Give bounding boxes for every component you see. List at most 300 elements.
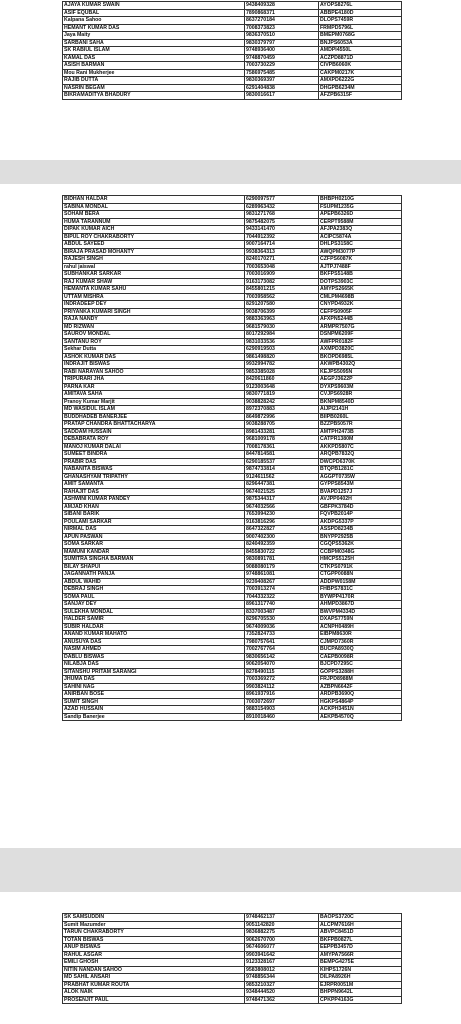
phone-cell: 8291207580 xyxy=(245,301,319,309)
phone-cell: 7003369272 xyxy=(245,676,319,684)
id-number-cell: BHPPN9642L xyxy=(319,989,402,997)
name-cell: ASHOK KUMAR DAS xyxy=(63,353,245,361)
id-number-cell: ACKPH3451N xyxy=(319,706,402,714)
table-row xyxy=(63,608,402,616)
id-number-cell: APEPB6326D xyxy=(319,211,402,219)
phone-cell: 9748856344 xyxy=(245,974,319,982)
phone-cell: 9348444520 xyxy=(245,989,319,997)
table-row xyxy=(63,256,402,264)
id-number-cell: ARQPB7832Q xyxy=(319,451,402,459)
id-number-cell: CZFPS6087K xyxy=(319,256,402,264)
table-row xyxy=(63,248,402,256)
id-number-cell: AMXPD6222G xyxy=(319,77,402,85)
name-cell: AMITAVA SAHA xyxy=(63,391,245,399)
phone-cell: 8296705530 xyxy=(245,616,319,624)
table-row xyxy=(63,676,402,684)
table-row xyxy=(63,646,402,654)
name-cell: MAMUNI KANDAR xyxy=(63,548,245,556)
name-cell: INDRADEEP DEY xyxy=(63,301,245,309)
id-number-cell: GOPPS3288H xyxy=(319,668,402,676)
id-number-cell: BVAPD1257J xyxy=(319,488,402,496)
table-row xyxy=(63,541,402,549)
id-number-cell: CIVPB6060K xyxy=(319,62,402,70)
name-cell: SIBANI BARIK xyxy=(63,511,245,519)
name-cell: PRATAP CHANDRA BHATTACHARYA xyxy=(63,421,245,429)
phone-cell: 9681009178 xyxy=(245,436,319,444)
id-number-cell: CMLPM4698B xyxy=(319,293,402,301)
phone-cell: 8447814581 xyxy=(245,451,319,459)
table-row xyxy=(63,638,402,646)
name-cell: ASIF EQUBAL xyxy=(63,9,245,17)
phone-cell: 8296447381 xyxy=(245,481,319,489)
phone-cell: 9674009036 xyxy=(245,623,319,631)
table-row xyxy=(63,981,402,989)
name-cell: NITIN NANDAN SAHOO xyxy=(63,966,245,974)
name-cell: Sandip Banerjee xyxy=(63,713,245,721)
id-number-cell: DOTPS3903C xyxy=(319,278,402,286)
phone-cell: 9038828242 xyxy=(245,398,319,406)
id-number-cell: FRJPD8988M xyxy=(319,676,402,684)
id-number-cell: AZBPN6642F xyxy=(319,683,402,691)
phone-cell: 9051142820 xyxy=(245,921,319,929)
phone-cell: 8420611860 xyxy=(245,376,319,384)
id-number-cell: DILPA8926H xyxy=(319,974,402,982)
name-cell: BUDDHADEB BANERJEE xyxy=(63,413,245,421)
name-cell: NILABJA DAS xyxy=(63,661,245,669)
table-row xyxy=(63,406,402,414)
name-cell: POULAMI SARKAR xyxy=(63,518,245,526)
id-number-cell: FQVPB2014P xyxy=(319,511,402,519)
id-number-cell: AEKPB4570Q xyxy=(319,713,402,721)
table-row xyxy=(63,383,402,391)
phone-cell: 9830771819 xyxy=(245,391,319,399)
name-cell: ANIRBAN BOSE xyxy=(63,691,245,699)
table-row xyxy=(63,398,402,406)
table-row xyxy=(63,413,402,421)
name-cell: SANJAY DEY xyxy=(63,601,245,609)
name-cell: DEBABRATA ROY xyxy=(63,436,245,444)
name-cell: KAMAL DAS xyxy=(63,54,245,62)
table-row xyxy=(63,323,402,331)
table-row xyxy=(63,571,402,579)
name-cell: SOHAM BERA xyxy=(63,211,245,219)
name-cell: BIDHAN HALDAR xyxy=(63,196,245,204)
id-number-cell: AYOPS8276L xyxy=(319,2,402,10)
id-number-cell: BWVPM4334D xyxy=(319,608,402,616)
phone-cell: 7980757641 xyxy=(245,638,319,646)
phone-cell: 9433141470 xyxy=(245,226,319,234)
phone-cell: 9438409328 xyxy=(245,2,319,10)
phone-cell: 9239408267 xyxy=(245,578,319,586)
table-row xyxy=(63,496,402,504)
records-table xyxy=(62,1,402,100)
table-row xyxy=(63,346,402,354)
table-row xyxy=(63,77,402,85)
name-cell: SOMA PAUL xyxy=(63,593,245,601)
id-number-cell: BUCPA8930Q xyxy=(319,646,402,654)
phone-cell: 8637270184 xyxy=(245,17,319,25)
table-row xyxy=(63,39,402,47)
table-row xyxy=(63,293,402,301)
table-row xyxy=(63,308,402,316)
name-cell: SUMITRA SINGHA BARMAN xyxy=(63,556,245,564)
name-cell: SITANSHU PRITAM SARANGI xyxy=(63,668,245,676)
id-number-cell: FSUPM1235G xyxy=(319,203,402,211)
id-number-cell: ASSPD8234B xyxy=(319,526,402,534)
name-cell: NABANITA BISWAS xyxy=(63,466,245,474)
name-cell: TRIPURARI JHA xyxy=(63,376,245,384)
name-cell: SADDAM HUSSAIN xyxy=(63,428,245,436)
phone-cell: 6290185537 xyxy=(245,458,319,466)
id-number-cell: ARMPR7507G xyxy=(319,323,402,331)
table-row xyxy=(63,278,402,286)
name-cell: HEMANT KUMAR DAS xyxy=(63,24,245,32)
table-row xyxy=(63,683,402,691)
phone-cell: 8240170271 xyxy=(245,256,319,264)
phone-cell: 8278490115 xyxy=(245,668,319,676)
id-number-cell: AGGPT0735W xyxy=(319,473,402,481)
name-cell: NASRIN BEGAM xyxy=(63,84,245,92)
table-row xyxy=(63,218,402,226)
table-row xyxy=(63,488,402,496)
name-cell: RAHUL ASGAR xyxy=(63,951,245,959)
id-number-cell: AMTPH2473B xyxy=(319,428,402,436)
phone-cell: 7003958562 xyxy=(245,293,319,301)
table-row xyxy=(63,316,402,324)
phone-cell: 8981433281 xyxy=(245,428,319,436)
id-number-cell: BNJPS6053A xyxy=(319,39,402,47)
records-table xyxy=(62,913,402,1004)
id-number-cell: BKNPM8540D xyxy=(319,398,402,406)
name-cell: AMIT SAMANTA xyxy=(63,481,245,489)
records-table-body xyxy=(63,914,402,1004)
phone-cell: 7003072697 xyxy=(245,698,319,706)
name-cell: ANUSUYA DAS xyxy=(63,638,245,646)
phone-cell: 9674021525 xyxy=(245,488,319,496)
table-row xyxy=(63,62,402,70)
id-number-cell: EEPPB3457D xyxy=(319,944,402,952)
id-number-cell: ACIPC5874A xyxy=(319,233,402,241)
name-cell: RAJ KUMAR SHAW xyxy=(63,278,245,286)
id-number-cell: AVJPP0402H xyxy=(319,496,402,504)
table-row xyxy=(63,616,402,624)
name-cell: JAGANNATH PANJA xyxy=(63,571,245,579)
table-row xyxy=(63,466,402,474)
id-number-cell: BNYPP2925B xyxy=(319,533,402,541)
table-row xyxy=(63,211,402,219)
table-row xyxy=(63,601,402,609)
table-row xyxy=(63,936,402,944)
id-number-cell: BHBPH0210G xyxy=(319,196,402,204)
table-row xyxy=(63,368,402,376)
id-number-cell: CGQPS5362K xyxy=(319,541,402,549)
phone-cell: 9831033536 xyxy=(245,338,319,346)
id-number-cell: BIIPB0260L xyxy=(319,413,402,421)
phone-cell: 9748462137 xyxy=(245,914,319,922)
id-number-cell: BAOPS3720C xyxy=(319,914,402,922)
name-cell: rahul jaiswal xyxy=(63,263,245,271)
phone-cell: 9124611562 xyxy=(245,473,319,481)
name-cell: ANAND KUMAR MAHATO xyxy=(63,631,245,639)
phone-cell: 8961937916 xyxy=(245,691,319,699)
name-cell: DEBRAJ SINGH xyxy=(63,586,245,594)
phone-cell: 6291404838 xyxy=(245,84,319,92)
name-cell: SK RABIUL ISLAM xyxy=(63,47,245,55)
name-cell: BIKRAMADITYA BHADURY xyxy=(63,92,245,100)
phone-cell: 9883154903 xyxy=(245,706,319,714)
table-row xyxy=(63,428,402,436)
id-number-cell: GYPPS8543M xyxy=(319,481,402,489)
id-number-cell: BZZPB5057R xyxy=(319,421,402,429)
table-row xyxy=(63,653,402,661)
phone-cell: 6289963432 xyxy=(245,203,319,211)
table-row xyxy=(63,966,402,974)
phone-cell: 6290097577 xyxy=(245,196,319,204)
phone-cell: 7890868371 xyxy=(245,9,319,17)
table-row xyxy=(63,661,402,669)
table-row xyxy=(63,47,402,55)
id-number-cell: DYXPS9603M xyxy=(319,383,402,391)
id-number-cell: DXAPS7759N xyxy=(319,616,402,624)
id-number-cell: AKWPB4302Q xyxy=(319,361,402,369)
id-number-cell: AWQPM3077P xyxy=(319,248,402,256)
table-row xyxy=(63,691,402,699)
table-row xyxy=(63,593,402,601)
table-row xyxy=(63,914,402,922)
phone-cell: 8455830722 xyxy=(245,548,319,556)
name-cell: ASHWINI KUMAR PANDEY xyxy=(63,496,245,504)
name-cell: BILAY SHAPUI xyxy=(63,563,245,571)
name-cell: PROSENJIT PAUL xyxy=(63,996,245,1004)
name-cell: EMILI GHOSH xyxy=(63,959,245,967)
id-number-cell: FHBPS7831C xyxy=(319,586,402,594)
id-number-cell: CNYPD4932K xyxy=(319,301,402,309)
id-number-cell: BKFPS5148B xyxy=(319,271,402,279)
id-number-cell: AXMPD3820C xyxy=(319,346,402,354)
phone-cell: 9830369397 xyxy=(245,77,319,85)
table-row xyxy=(63,286,402,294)
phone-cell: 9861498820 xyxy=(245,353,319,361)
name-cell: ASISH BARMAN xyxy=(63,62,245,70)
name-cell: AZAD HUSSAIN xyxy=(63,706,245,714)
table-row xyxy=(63,944,402,952)
name-cell: APUN PASWAN xyxy=(63,533,245,541)
name-cell: MANOJ KUMAR DALAI xyxy=(63,443,245,451)
table-row xyxy=(63,959,402,967)
id-number-cell: EIBPM8630R xyxy=(319,631,402,639)
records-table-body xyxy=(63,196,402,721)
id-number-cell: AMYPA7566R xyxy=(319,951,402,959)
name-cell: Mou Rani Mukherjee xyxy=(63,69,245,77)
name-cell: Kalpana Sahoo xyxy=(63,17,245,25)
name-cell: NIRMAL DAS xyxy=(63,526,245,534)
phone-cell: 7008373823 xyxy=(245,24,319,32)
phone-cell: 9088080179 xyxy=(245,563,319,571)
id-number-cell: FRMPD5796L xyxy=(319,24,402,32)
phone-cell: 9875482075 xyxy=(245,218,319,226)
table-row xyxy=(63,32,402,40)
name-cell: ANUP BISWAS xyxy=(63,944,245,952)
phone-cell: 7003016909 xyxy=(245,271,319,279)
table-row xyxy=(63,84,402,92)
table-row xyxy=(63,586,402,594)
name-cell: SULEKHA MONDAL xyxy=(63,608,245,616)
id-number-cell: AMDPI4550L xyxy=(319,47,402,55)
phone-cell: 9123328167 xyxy=(245,959,319,967)
name-cell: TOTAN BISWAS xyxy=(63,936,245,944)
phone-cell: 7653994230 xyxy=(245,511,319,519)
name-cell: GHANASHYAM TRIPATHY xyxy=(63,473,245,481)
id-number-cell: KIHPS1726N xyxy=(319,966,402,974)
phone-cell: 9062054070 xyxy=(245,661,319,669)
id-number-cell: ABVPC8451D xyxy=(319,929,402,937)
name-cell: SUBIR HALDAR xyxy=(63,623,245,631)
table-row xyxy=(63,706,402,714)
id-number-cell: BKFPB0827L xyxy=(319,936,402,944)
id-number-cell: CVJPS6928R xyxy=(319,391,402,399)
table-row xyxy=(63,226,402,234)
id-number-cell: DWCPD6370K xyxy=(319,458,402,466)
records-table xyxy=(62,195,402,721)
phone-cell: 9853385028 xyxy=(245,368,319,376)
phone-cell: 8240492359 xyxy=(245,541,319,549)
phone-cell: 9007164714 xyxy=(245,241,319,249)
id-number-cell: DHGPB6234M xyxy=(319,84,402,92)
table-row xyxy=(63,2,402,10)
table-row xyxy=(63,631,402,639)
id-number-cell: CATPR1380M xyxy=(319,436,402,444)
table-row xyxy=(63,17,402,25)
table-row xyxy=(63,698,402,706)
table-row xyxy=(63,556,402,564)
phone-cell: 8910018460 xyxy=(245,713,319,721)
table-row xyxy=(63,421,402,429)
table-row xyxy=(63,436,402,444)
phone-cell: 9830016617 xyxy=(245,92,319,100)
name-cell: MD WASIDUL ISLAM xyxy=(63,406,245,414)
id-number-cell: BYWPP4170R xyxy=(319,593,402,601)
name-cell: PRIYANKA KUMARI SINGH xyxy=(63,308,245,316)
table-row xyxy=(63,451,402,459)
id-number-cell: AMYPS2665K xyxy=(319,286,402,294)
id-number-cell: HGKPS4864P xyxy=(319,698,402,706)
phone-cell: 9748861081 xyxy=(245,571,319,579)
phone-cell: 9681579030 xyxy=(245,323,319,331)
name-cell: NASIM AHMED xyxy=(63,646,245,654)
phone-cell: 8455801215 xyxy=(245,286,319,294)
phone-cell: 9062670700 xyxy=(245,936,319,944)
name-cell: DABLU BISWAS xyxy=(63,653,245,661)
name-cell: ABDUL WAHID xyxy=(63,578,245,586)
table-row xyxy=(63,481,402,489)
table-row xyxy=(63,24,402,32)
phone-cell: 9583808012 xyxy=(245,966,319,974)
table-row xyxy=(63,951,402,959)
name-cell: RAJESH SINGH xyxy=(63,256,245,264)
id-number-cell: CEFPS0905F xyxy=(319,308,402,316)
table-row xyxy=(63,533,402,541)
name-cell: Jaya Maity xyxy=(63,32,245,40)
name-cell: SAUROV MONDAL xyxy=(63,331,245,339)
table-row xyxy=(63,353,402,361)
name-cell: Sumit Mazumder xyxy=(63,921,245,929)
phone-cell: 8972370883 xyxy=(245,406,319,414)
table-row xyxy=(63,511,402,519)
name-cell: SABINA MONDAL xyxy=(63,203,245,211)
table-row xyxy=(63,233,402,241)
table-row xyxy=(63,263,402,271)
table-row xyxy=(63,473,402,481)
phone-cell: 8961317740 xyxy=(245,601,319,609)
phone-cell: 9038706399 xyxy=(245,308,319,316)
phone-cell: 7352824733 xyxy=(245,631,319,639)
name-cell: Sekhar Dutta xyxy=(63,346,245,354)
id-number-cell: AKDPG5337P xyxy=(319,518,402,526)
table-row xyxy=(63,196,402,204)
id-number-cell: CPKPP4163G xyxy=(319,996,402,1004)
name-cell: RAJA NANDY xyxy=(63,316,245,324)
table-row xyxy=(63,921,402,929)
id-number-cell: ALCPM7616H xyxy=(319,921,402,929)
name-cell: SK SAMSUDDIN xyxy=(63,914,245,922)
id-number-cell: GBFPK3784D xyxy=(319,503,402,511)
phone-cell: 9875344317 xyxy=(245,496,319,504)
table-row xyxy=(63,668,402,676)
phone-cell: 9123003648 xyxy=(245,383,319,391)
phone-cell: 9830379797 xyxy=(245,39,319,47)
id-number-cell: CTKPS0791K xyxy=(319,563,402,571)
phone-cell: 7044912392 xyxy=(245,233,319,241)
id-number-cell: AFZPB6315F xyxy=(319,92,402,100)
id-number-cell: ARDPB3690Q xyxy=(319,691,402,699)
name-cell: RABI NARAYAN SAHOO xyxy=(63,368,245,376)
phone-cell: 9007402300 xyxy=(245,533,319,541)
name-cell: BIRAJA PRASAD MOHANTY xyxy=(63,248,245,256)
phone-cell: 9674032566 xyxy=(245,503,319,511)
name-cell: DIPAK KUMAR AICH xyxy=(63,226,245,234)
name-cell: SUMIT SINGH xyxy=(63,698,245,706)
id-number-cell: AWFPR0182F xyxy=(319,338,402,346)
phone-cell: 9903941642 xyxy=(245,951,319,959)
id-number-cell: BTQPB1281C xyxy=(319,466,402,474)
name-cell: SOMA SARKAR xyxy=(63,541,245,549)
table-row xyxy=(63,563,402,571)
phone-cell: 7003913274 xyxy=(245,586,319,594)
phone-cell: 9903824112 xyxy=(245,683,319,691)
id-number-cell: ADDPW0158M xyxy=(319,578,402,586)
phone-cell: 9883363963 xyxy=(245,316,319,324)
id-number-cell: ABBPE4180D xyxy=(319,9,402,17)
name-cell: MD RIZWAN xyxy=(63,323,245,331)
table-row xyxy=(63,9,402,17)
id-number-cell: AFJPA2383Q xyxy=(319,226,402,234)
id-number-cell: ACZPD8871D xyxy=(319,54,402,62)
id-number-cell: AHMPD3867D xyxy=(319,601,402,609)
table-row xyxy=(63,503,402,511)
id-number-cell: AFXPN5244B xyxy=(319,316,402,324)
phone-cell: 9748870459 xyxy=(245,54,319,62)
id-number-cell: EJRPR0051M xyxy=(319,981,402,989)
name-cell: PARNA KAR xyxy=(63,383,245,391)
id-number-cell: DLOPS7459R xyxy=(319,17,402,25)
name-cell: SAHINI NAG xyxy=(63,683,245,691)
records-table-body xyxy=(63,2,402,100)
name-cell: AMJAD KHAN xyxy=(63,503,245,511)
id-number-cell: DSNPM6209F xyxy=(319,331,402,339)
table-row xyxy=(63,974,402,982)
page-separator xyxy=(0,160,461,184)
phone-cell: 8649872996 xyxy=(245,413,319,421)
